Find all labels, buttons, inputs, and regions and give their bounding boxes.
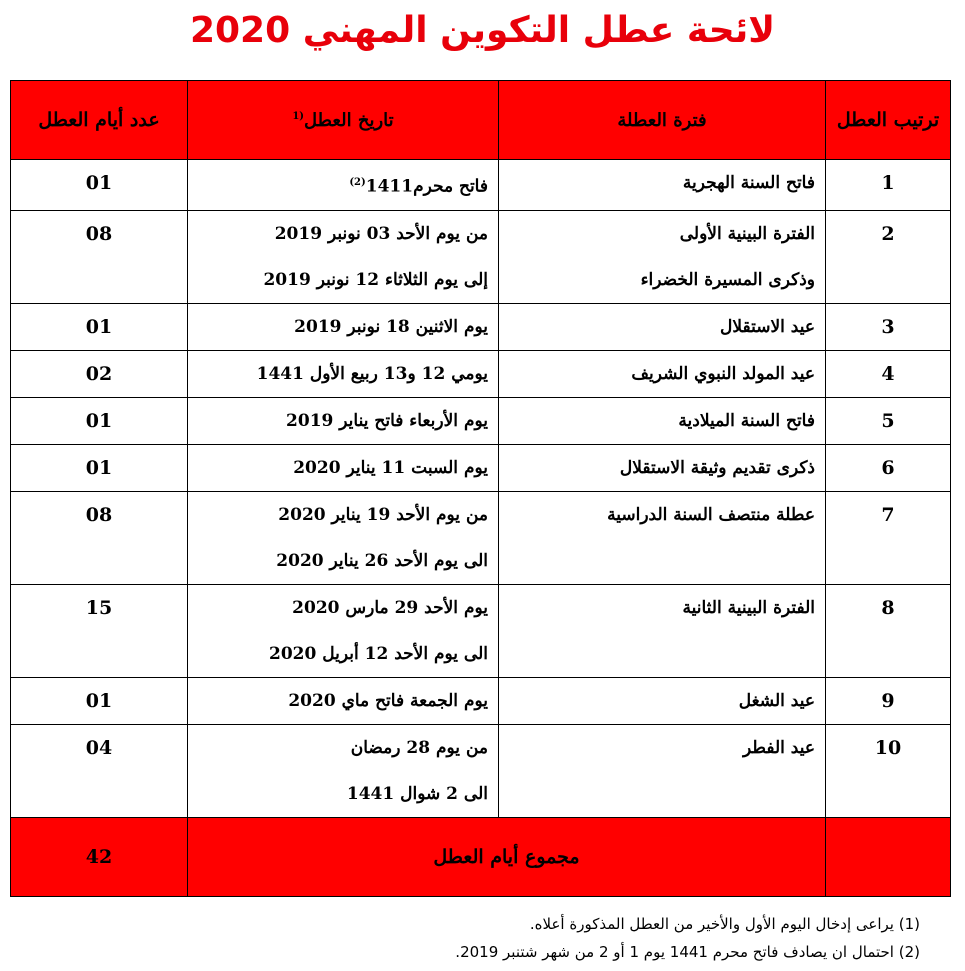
holiday-days-value: 01 xyxy=(85,456,113,479)
row-number xyxy=(826,677,951,724)
holiday-date xyxy=(188,160,499,211)
holiday-date-line: يوم الأحد 29 مارس 2020 xyxy=(292,597,488,618)
holiday-period xyxy=(499,677,826,724)
holiday-days xyxy=(11,584,188,677)
holiday-period-line: عيد الشغل xyxy=(738,690,815,711)
holiday-date xyxy=(188,397,499,444)
row-number-value: 1 xyxy=(881,172,895,194)
holiday-date xyxy=(188,724,499,817)
holiday-days xyxy=(11,397,188,444)
header-order: ترتيب العطل xyxy=(826,81,951,160)
row-number-value: 2 xyxy=(881,222,895,245)
row-number-value: 4 xyxy=(881,362,895,385)
holiday-days-value: 01 xyxy=(85,689,113,712)
holiday-days xyxy=(11,350,188,397)
holiday-date-line: يومي 12 و13 ربيع الأول 1441 xyxy=(256,363,488,384)
holiday-days xyxy=(11,303,188,350)
page-title: لائحة عطل التكوين المهني 2020 xyxy=(189,10,776,51)
holiday-date-line: فاتح محرم1411 xyxy=(365,176,488,197)
holiday-period xyxy=(499,303,826,350)
holiday-date xyxy=(188,491,499,584)
footnote-2: (2) احتمال ان يصادف فاتح محرم 1441 يوم 1 أو 2 من شهر شتنبر 2019. xyxy=(455,943,920,961)
row-number xyxy=(826,397,951,444)
table-row xyxy=(11,303,951,350)
holiday-date-line: الى 2 شوال 1441 xyxy=(346,783,488,804)
holiday-days xyxy=(11,444,188,491)
row-number-value: 10 xyxy=(874,736,902,759)
holiday-date-line: يوم الأربعاء فاتح يناير 2019 xyxy=(286,410,488,431)
table-row xyxy=(11,491,951,584)
holiday-date xyxy=(188,210,499,303)
holiday-date xyxy=(188,444,499,491)
holiday-date-line: إلى يوم الثلاثاء 12 نونبر 2019 xyxy=(263,269,488,290)
holiday-date-line: الى يوم الأحد 12 أبريل 2020 xyxy=(269,643,488,664)
holiday-date-line: من يوم الأحد 19 يناير 2020 xyxy=(278,504,488,525)
holiday-period-line: وذكرى المسيرة الخضراء xyxy=(640,269,815,290)
holiday-date xyxy=(188,677,499,724)
holidays-table xyxy=(10,80,951,897)
holiday-date xyxy=(188,303,499,350)
holiday-date xyxy=(188,584,499,677)
header-date-label: تاريخ العطل xyxy=(304,109,394,131)
holiday-period xyxy=(499,210,826,303)
table-row xyxy=(11,724,951,817)
table-row xyxy=(11,584,951,677)
total-row xyxy=(11,817,951,896)
holiday-days xyxy=(11,160,188,211)
table-body xyxy=(11,160,951,818)
holiday-days-value: 01 xyxy=(85,409,113,432)
table-row xyxy=(11,160,951,211)
holiday-days-value: 02 xyxy=(85,362,113,385)
holiday-period-line: الفترة البينية الأولى xyxy=(679,223,815,244)
holiday-date-line: يوم السبت 11 يناير 2020 xyxy=(293,457,488,478)
holiday-date-line-wrap xyxy=(188,160,498,210)
holiday-days-value: 01 xyxy=(85,315,113,338)
holiday-days xyxy=(11,724,188,817)
row-number xyxy=(826,491,951,584)
holiday-days-value: 08 xyxy=(85,222,113,245)
row-number xyxy=(826,160,951,211)
holiday-date-line: من يوم الأحد 03 نونبر 2019 xyxy=(274,223,488,244)
holiday-date-line: الى يوم الأحد 26 يناير 2020 xyxy=(276,550,488,571)
total-empty-cell xyxy=(826,817,951,896)
table-row xyxy=(11,397,951,444)
row-number xyxy=(826,350,951,397)
holiday-period xyxy=(499,397,826,444)
date-footnote-mark: (2) xyxy=(349,177,366,188)
holiday-period-line: عيد الفطر xyxy=(743,737,815,758)
holiday-days xyxy=(11,677,188,724)
row-number-value: 7 xyxy=(881,503,895,526)
holiday-days-value: 08 xyxy=(85,503,113,526)
table-row xyxy=(11,677,951,724)
header-period: فترة العطلة xyxy=(499,81,826,160)
footnote-1: (1) يراعى إدخال اليوم الأول والأخير من العطل المذكورة أعلاه. xyxy=(529,915,920,933)
holiday-period xyxy=(499,584,826,677)
holiday-date xyxy=(188,350,499,397)
table-row xyxy=(11,444,951,491)
holiday-days xyxy=(11,210,188,303)
row-number xyxy=(826,210,951,303)
footnotes xyxy=(455,910,920,966)
row-number xyxy=(826,724,951,817)
row-number xyxy=(826,444,951,491)
holiday-period-line: عيد الاستقلال xyxy=(719,316,815,337)
holiday-date-line: يوم الجمعة فاتح ماي 2020 xyxy=(288,690,488,711)
row-number xyxy=(826,584,951,677)
table-row xyxy=(11,210,951,303)
total-days: 42 xyxy=(11,817,188,896)
holiday-days-value: 01 xyxy=(85,172,113,194)
row-number-value: 3 xyxy=(881,315,895,338)
holiday-period xyxy=(499,350,826,397)
holiday-period xyxy=(499,160,826,211)
header-date xyxy=(188,81,499,160)
holiday-date-line: من يوم 28 رمضان xyxy=(350,737,488,758)
header-date-footnote: (1 xyxy=(292,110,305,122)
holiday-date-line: يوم الاثنين 18 نونبر 2019 xyxy=(294,316,488,337)
holiday-period-line: عيد المولد النبوي الشريف xyxy=(631,363,815,384)
row-number-value: 8 xyxy=(881,596,895,619)
table-header-row xyxy=(11,81,951,160)
holiday-period xyxy=(499,491,826,584)
holiday-period-line: فاتح السنة الهجرية xyxy=(682,173,815,193)
holiday-period xyxy=(499,724,826,817)
holiday-period-line: ذكرى تقديم وثيقة الاستقلال xyxy=(619,457,815,478)
holiday-period-line: الفترة البينية الثانية xyxy=(682,597,815,618)
holiday-days xyxy=(11,491,188,584)
holiday-period-line: فاتح السنة الميلادية xyxy=(678,410,815,431)
holiday-days-value: 04 xyxy=(85,736,113,759)
table-row xyxy=(11,350,951,397)
row-number-value: 6 xyxy=(881,456,895,479)
holiday-period-line: عطلة منتصف السنة الدراسية xyxy=(607,504,815,525)
holiday-days-value: 15 xyxy=(85,596,113,619)
row-number-value: 5 xyxy=(881,409,895,432)
header-days: عدد أيام العطل xyxy=(11,81,188,160)
total-label: مجموع أيام العطل xyxy=(188,817,826,896)
row-number-value: 9 xyxy=(881,689,895,712)
row-number xyxy=(826,303,951,350)
holiday-period xyxy=(499,444,826,491)
